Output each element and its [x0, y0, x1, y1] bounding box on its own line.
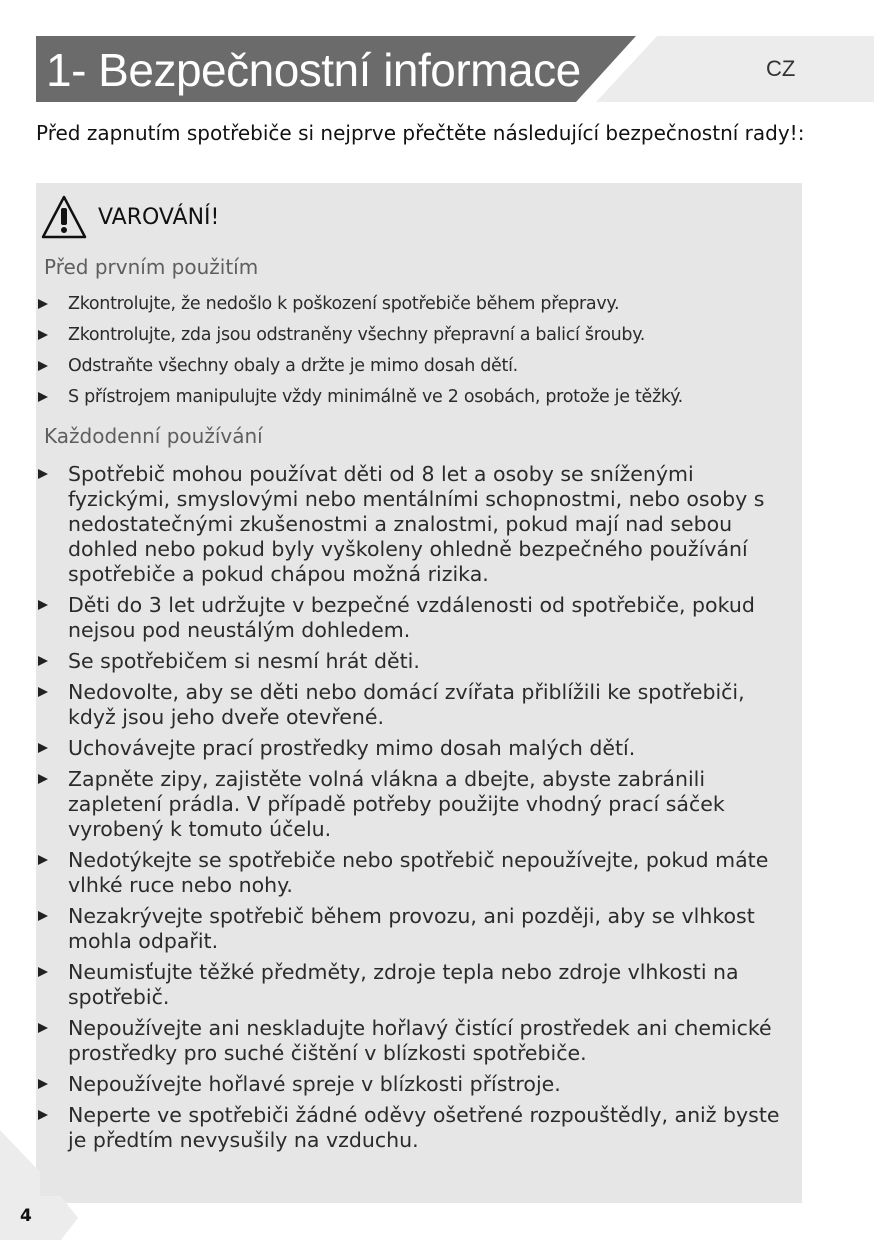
bullet-arrow-icon [38, 1110, 48, 1120]
corner-decoration [0, 1130, 40, 1200]
list-item: Nepoužívejte hořlavé spreje v blízkosti přístroje. [36, 1072, 788, 1097]
intro-text: Před zapnutím spotřebiče si nejprve přečtěte následující bezpečnostní rady!: [36, 121, 805, 145]
bottom-margin [0, 1203, 874, 1240]
page-number: 4 [20, 1206, 32, 1226]
bullet-arrow-icon [38, 361, 48, 371]
before-first-use-list [36, 289, 683, 413]
bullet-arrow-icon [38, 656, 48, 666]
warning-triangle-icon [40, 194, 88, 240]
daily-use-list [36, 462, 788, 1159]
list-item: Neumisťujte těžké předměty, zdroje tepla nebo zdroje vlhkosti na spotřebič. [36, 960, 788, 1010]
bullet-arrow-icon [38, 774, 48, 784]
language-code: CZ [766, 56, 796, 81]
page-title: 1- Bezpečnostní informace [46, 44, 581, 96]
list-item: S přístrojem manipulujte vždy minimálně ve 2 osobách, protože je těžký. [36, 382, 683, 413]
bullet-arrow-icon [38, 299, 48, 309]
section-heading-daily-use: Každodenní používání [44, 424, 263, 448]
bullet-arrow-icon [38, 743, 48, 753]
bullet-arrow-icon [38, 911, 48, 921]
list-item: Spotřebič mohou používat děti od 8 let a osoby se sníženými fyzickými, smyslovými nebo mentálními schopnostmi, nebo osoby s nedostatečnými zkušenostmi a znalostmi, pokud mají nad sebou dohled nebo pokud byly vyškoleny ohledně bezpečného používání spotřebiče a pokud chápou možná rizika. [36, 462, 788, 587]
list-item: Zkontrolujte, zda jsou odstraněny všechny přepravní a balicí šrouby. [36, 320, 683, 351]
language-tab [596, 36, 874, 102]
bullet-arrow-icon [38, 392, 48, 402]
warning-label: VAROVÁNÍ! [98, 204, 220, 230]
bullet-arrow-icon [38, 1023, 48, 1033]
bullet-arrow-icon [38, 600, 48, 610]
list-item: Zkontrolujte, že nedošlo k poškození spotřebiče během přepravy. [36, 289, 683, 320]
bullet-arrow-icon [38, 330, 48, 340]
list-item: Zapněte zipy, zajistěte volná vlákna a dbejte, abyste zabránili zapletení prádla. V případě potřeby použijte vhodný prací sáček vyrobený k tomuto účelu. [36, 767, 788, 842]
bullet-arrow-icon [38, 687, 48, 697]
section-heading-before-first-use: Před prvním použitím [44, 255, 259, 279]
bullet-arrow-icon [38, 469, 48, 479]
bullet-arrow-icon [38, 1079, 48, 1089]
list-item: Nepoužívejte ani neskladujte hořlavý čistící prostředek ani chemické prostředky pro suché čištění v blízkosti spotřebiče. [36, 1016, 788, 1066]
list-item: Děti do 3 let udržujte v bezpečné vzdálenosti od spotřebiče, pokud nejsou pod neustálým dohledem. [36, 593, 788, 643]
list-item: Se spotřebičem si nesmí hrát děti. [36, 649, 788, 674]
list-item: Nezakrývejte spotřebič během provozu, ani později, aby se vlhkost mohla odpařit. [36, 904, 788, 954]
bullet-arrow-icon [38, 855, 48, 865]
list-item: Uchovávejte prací prostředky mimo dosah malých dětí. [36, 736, 788, 761]
warning-row [40, 194, 219, 240]
list-item: Neperte ve spotřebiči žádné oděvy ošetřené rozpouštědly, aniž byste je předtím nevysušily na vzduchu. [36, 1103, 788, 1153]
list-item: Nedotýkejte se spotřebiče nebo spotřebič nepoužívejte, pokud máte vlhké ruce nebo nohy. [36, 848, 788, 898]
list-item: Odstraňte všechny obaly a držte je mimo dosah dětí. [36, 351, 683, 382]
list-item: Nedovolte, aby se děti nebo domácí zvířata přiblížili ke spotřebiči, když jsou jeho dveře otevřené. [36, 680, 788, 730]
bullet-arrow-icon [38, 967, 48, 977]
